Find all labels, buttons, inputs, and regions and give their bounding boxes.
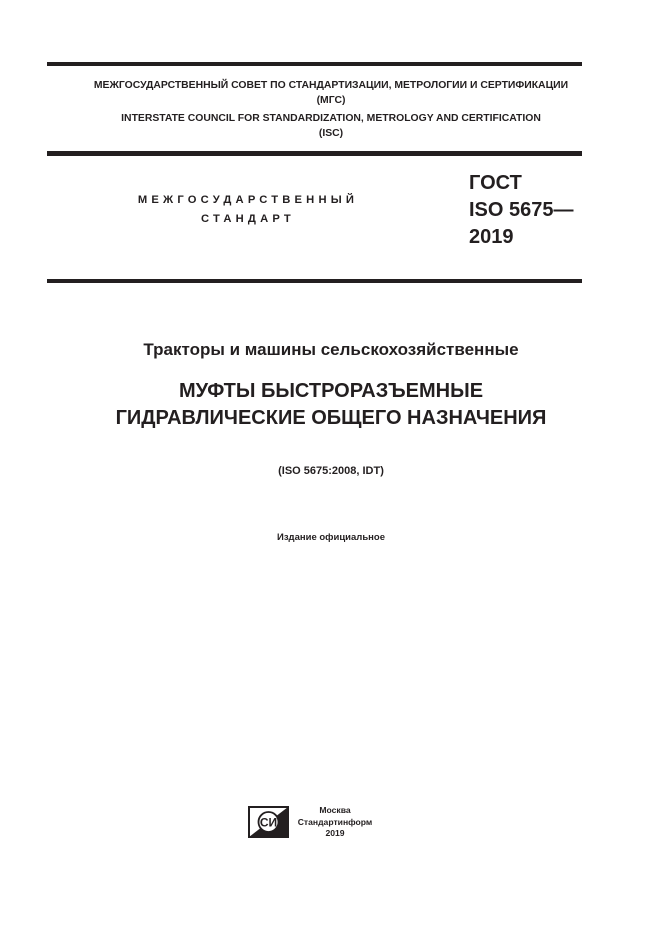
- document-subtitle: Тракторы и машины сельскохозяйственные: [143, 340, 519, 359]
- standard-kind-line2: СТАНДАРТ: [201, 213, 295, 225]
- edition-note: Издание официальное: [277, 532, 385, 543]
- council-name-en-line: INTERSTATE COUNCIL FOR STANDARDIZATION, METROLOGY AND CERTIFICATION: [121, 113, 541, 124]
- standard-kind: [110, 191, 386, 229]
- bottom-rule: [47, 279, 582, 283]
- designation-line2: ISO 5675—: [469, 199, 574, 221]
- standartinform-logo-icon: [248, 806, 289, 838]
- designation-line3: 2019: [469, 226, 514, 248]
- council-abbr-en: (ISC): [318, 128, 344, 139]
- publication-year: 2019: [325, 828, 345, 838]
- document-title-line1: МУФТЫ БЫСТРОРАЗЪЕМНЫЕ: [178, 380, 484, 402]
- publisher-imprint: [296, 805, 374, 840]
- council-abbr-ru: (МГС): [316, 95, 346, 106]
- standard-kind-line1: МЕЖГОСУДАРСТВЕННЫЙ: [137, 194, 359, 206]
- designation-line1: ГОСТ: [469, 172, 522, 194]
- document-title: [47, 378, 615, 432]
- publisher-name: Стандартинформ: [297, 816, 373, 827]
- council-name-ru: [47, 78, 615, 108]
- middle-rule: [47, 151, 582, 156]
- document-title-line2: ГИДРАВЛИЧЕСКИЕ ОБЩЕГО НАЗНАЧЕНИЯ: [115, 407, 547, 429]
- logo-lettering: СИ: [259, 815, 278, 830]
- publisher-city: Москва: [319, 805, 351, 815]
- council-name-ru-line: МЕЖГОСУДАРСТВЕННЫЙ СОВЕТ ПО СТАНДАРТИЗАЦИИ, МЕТРОЛОГИИ И СЕРТИФИКАЦИИ: [93, 80, 569, 91]
- council-name-en: [47, 111, 615, 141]
- top-rule: [47, 62, 582, 66]
- iso-reference: (ISO 5675:2008, IDT): [278, 465, 384, 477]
- standard-designation: [469, 170, 574, 251]
